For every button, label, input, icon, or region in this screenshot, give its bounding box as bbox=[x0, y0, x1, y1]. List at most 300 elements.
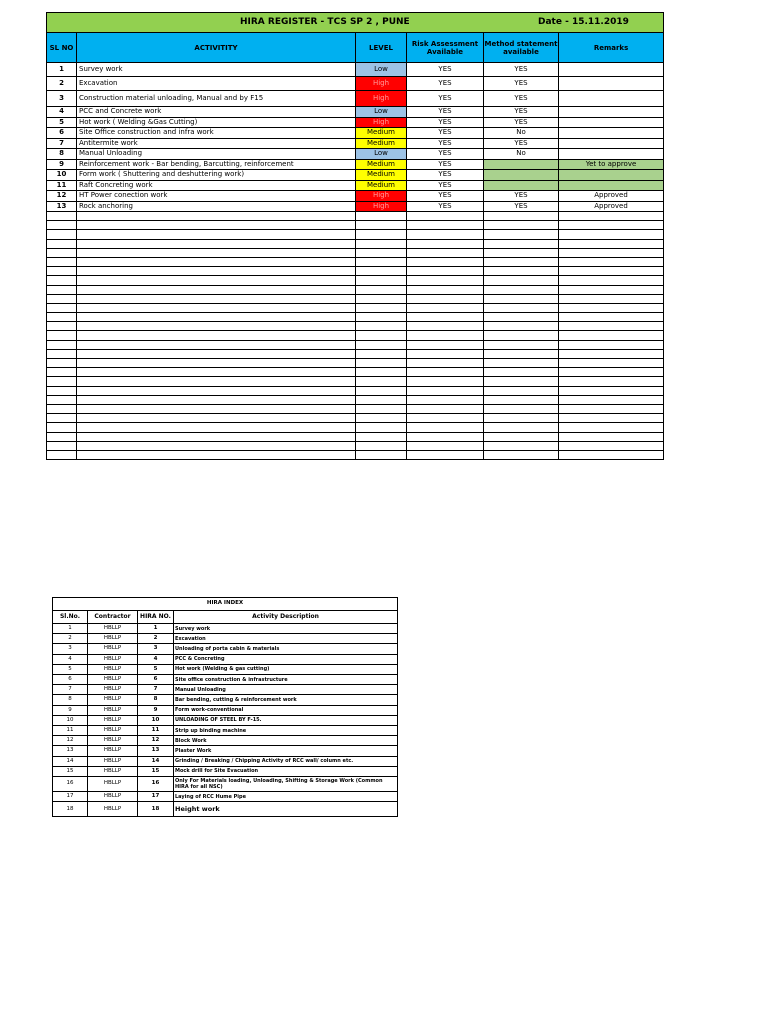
empty-row bbox=[47, 432, 664, 441]
empty-cell bbox=[407, 239, 484, 248]
row-sl-no: 2 bbox=[47, 77, 77, 91]
empty-cell bbox=[356, 303, 407, 312]
empty-cell bbox=[559, 349, 664, 358]
empty-cell bbox=[407, 368, 484, 377]
idx-header-description: Activity Description bbox=[174, 611, 398, 624]
empty-cell bbox=[407, 276, 484, 285]
empty-cell bbox=[559, 331, 664, 340]
register-title-row bbox=[47, 13, 664, 33]
row-activity: HT Power conection work bbox=[77, 191, 356, 202]
empty-cell bbox=[407, 248, 484, 257]
idx-sl-no: 7 bbox=[53, 685, 88, 695]
idx-contractor: HBLLP bbox=[88, 685, 138, 695]
row-level-badge: Medium bbox=[356, 170, 407, 181]
empty-cell bbox=[356, 377, 407, 386]
empty-cell bbox=[47, 414, 77, 423]
empty-cell bbox=[356, 267, 407, 276]
row-activity: PCC and Concrete work bbox=[77, 107, 356, 118]
hira-index-title-row bbox=[53, 598, 398, 611]
idx-contractor: HBLLP bbox=[88, 802, 138, 817]
hira-index-row bbox=[53, 792, 398, 802]
register-row bbox=[47, 170, 664, 181]
row-method-statement: YES bbox=[484, 107, 559, 118]
idx-sl-no: 8 bbox=[53, 695, 88, 705]
empty-cell bbox=[77, 322, 356, 331]
register-title: HIRA REGISTER - TCS SP 2 , PUNE bbox=[240, 17, 410, 27]
idx-hira-no: 9 bbox=[138, 705, 174, 715]
empty-cell bbox=[559, 368, 664, 377]
empty-cell bbox=[47, 313, 77, 322]
empty-row bbox=[47, 248, 664, 257]
empty-cell bbox=[356, 331, 407, 340]
empty-cell bbox=[47, 267, 77, 276]
empty-cell bbox=[47, 423, 77, 432]
empty-cell bbox=[559, 313, 664, 322]
idx-header-hira-no: HIRA NO. bbox=[138, 611, 174, 624]
empty-cell bbox=[47, 441, 77, 450]
empty-cell bbox=[559, 377, 664, 386]
empty-cell bbox=[77, 331, 356, 340]
empty-cell bbox=[77, 368, 356, 377]
empty-cell bbox=[77, 239, 356, 248]
empty-row bbox=[47, 423, 664, 432]
row-risk-assessment: YES bbox=[407, 107, 484, 118]
row-level-badge: Medium bbox=[356, 159, 407, 170]
idx-activity-description: Laying of RCC Hume Pipe bbox=[174, 792, 398, 802]
row-sl-no: 12 bbox=[47, 191, 77, 202]
empty-cell bbox=[484, 294, 559, 303]
row-remarks bbox=[559, 117, 664, 128]
empty-cell bbox=[356, 349, 407, 358]
empty-cell bbox=[356, 221, 407, 230]
empty-row bbox=[47, 257, 664, 266]
empty-cell bbox=[356, 368, 407, 377]
register-title-cell bbox=[47, 13, 664, 33]
empty-row bbox=[47, 230, 664, 239]
empty-cell bbox=[77, 294, 356, 303]
idx-activity-description: PCC & Concreting bbox=[174, 654, 398, 664]
hira-index-row bbox=[53, 736, 398, 746]
empty-cell bbox=[47, 276, 77, 285]
empty-cell bbox=[484, 377, 559, 386]
idx-contractor: HBLLP bbox=[88, 756, 138, 766]
empty-cell bbox=[484, 349, 559, 358]
empty-cell bbox=[484, 423, 559, 432]
row-level-badge: Medium bbox=[356, 180, 407, 191]
empty-cell bbox=[407, 230, 484, 239]
empty-cell bbox=[407, 322, 484, 331]
row-level-badge: Low bbox=[356, 107, 407, 118]
empty-cell bbox=[77, 386, 356, 395]
empty-cell bbox=[47, 377, 77, 386]
idx-contractor: HBLLP bbox=[88, 624, 138, 634]
row-level-badge: Low bbox=[356, 149, 407, 160]
row-remarks bbox=[559, 107, 664, 118]
register-row bbox=[47, 77, 664, 91]
hira-index-row bbox=[53, 675, 398, 685]
row-level-badge: High bbox=[356, 77, 407, 91]
idx-contractor: HBLLP bbox=[88, 664, 138, 674]
header-level: LEVEL bbox=[356, 33, 407, 63]
row-activity: Form work ( Shuttering and deshuttering work) bbox=[77, 170, 356, 181]
idx-hira-no: 12 bbox=[138, 736, 174, 746]
idx-contractor: HBLLP bbox=[88, 695, 138, 705]
hira-index-row bbox=[53, 746, 398, 756]
idx-sl-no: 15 bbox=[53, 766, 88, 776]
row-activity: Site Office construction and infra work bbox=[77, 128, 356, 139]
idx-sl-no: 5 bbox=[53, 664, 88, 674]
empty-cell bbox=[407, 313, 484, 322]
idx-sl-no: 6 bbox=[53, 675, 88, 685]
empty-cell bbox=[356, 276, 407, 285]
row-remarks bbox=[559, 128, 664, 139]
empty-cell bbox=[407, 285, 484, 294]
register-row bbox=[47, 107, 664, 118]
idx-header-sl-no: Sl.No. bbox=[53, 611, 88, 624]
row-level-badge: High bbox=[356, 91, 407, 107]
empty-cell bbox=[484, 221, 559, 230]
row-method-statement: YES bbox=[484, 191, 559, 202]
idx-activity-description: UNLOADING OF STEEL BY F-15. bbox=[174, 715, 398, 725]
hira-index-table bbox=[52, 597, 398, 817]
empty-cell bbox=[559, 294, 664, 303]
empty-cell bbox=[559, 414, 664, 423]
idx-contractor: HBLLP bbox=[88, 654, 138, 664]
idx-hira-no: 17 bbox=[138, 792, 174, 802]
empty-cell bbox=[356, 239, 407, 248]
empty-cell bbox=[356, 395, 407, 404]
empty-cell bbox=[484, 303, 559, 312]
empty-cell bbox=[356, 441, 407, 450]
row-sl-no: 13 bbox=[47, 201, 77, 212]
empty-cell bbox=[407, 349, 484, 358]
empty-cell bbox=[484, 368, 559, 377]
idx-activity-description: Excavation bbox=[174, 634, 398, 644]
empty-cell bbox=[47, 248, 77, 257]
idx-activity-description: Block Work bbox=[174, 736, 398, 746]
empty-cell bbox=[559, 441, 664, 450]
empty-cell bbox=[77, 359, 356, 368]
row-risk-assessment: YES bbox=[407, 63, 484, 77]
empty-cell bbox=[484, 230, 559, 239]
hira-index-row bbox=[53, 695, 398, 705]
row-sl-no: 4 bbox=[47, 107, 77, 118]
empty-cell bbox=[77, 267, 356, 276]
hira-index-row bbox=[53, 726, 398, 736]
empty-cell bbox=[407, 450, 484, 459]
empty-cell bbox=[77, 432, 356, 441]
idx-contractor: HBLLP bbox=[88, 777, 138, 792]
hira-index-row bbox=[53, 756, 398, 766]
row-sl-no: 5 bbox=[47, 117, 77, 128]
empty-cell bbox=[407, 267, 484, 276]
idx-sl-no: 2 bbox=[53, 634, 88, 644]
empty-cell bbox=[484, 276, 559, 285]
row-activity: Excavation bbox=[77, 77, 356, 91]
empty-cell bbox=[407, 386, 484, 395]
empty-cell bbox=[484, 386, 559, 395]
row-method-statement: YES bbox=[484, 77, 559, 91]
empty-cell bbox=[77, 340, 356, 349]
empty-cell bbox=[484, 257, 559, 266]
idx-contractor: HBLLP bbox=[88, 675, 138, 685]
empty-cell bbox=[407, 432, 484, 441]
idx-activity-description: Plaster Work bbox=[174, 746, 398, 756]
empty-cell bbox=[484, 359, 559, 368]
empty-cell bbox=[77, 349, 356, 358]
empty-cell bbox=[77, 404, 356, 413]
empty-cell bbox=[77, 414, 356, 423]
empty-row bbox=[47, 377, 664, 386]
idx-contractor: HBLLP bbox=[88, 634, 138, 644]
empty-cell bbox=[407, 257, 484, 266]
empty-cell bbox=[356, 322, 407, 331]
header-method-statement: Method statement available bbox=[484, 33, 559, 63]
idx-activity-description: Bar bending, cutting & reinforcement work bbox=[174, 695, 398, 705]
row-remarks bbox=[559, 170, 664, 181]
row-sl-no: 10 bbox=[47, 170, 77, 181]
empty-cell bbox=[559, 404, 664, 413]
row-method-statement: YES bbox=[484, 201, 559, 212]
empty-row bbox=[47, 441, 664, 450]
empty-row bbox=[47, 386, 664, 395]
register-row bbox=[47, 91, 664, 107]
empty-cell bbox=[77, 285, 356, 294]
empty-cell bbox=[407, 395, 484, 404]
empty-row bbox=[47, 285, 664, 294]
row-sl-no: 8 bbox=[47, 149, 77, 160]
row-level-badge: Low bbox=[356, 63, 407, 77]
empty-cell bbox=[356, 450, 407, 459]
empty-cell bbox=[77, 221, 356, 230]
idx-header-contractor: Contractor bbox=[88, 611, 138, 624]
row-remarks bbox=[559, 91, 664, 107]
empty-cell bbox=[484, 450, 559, 459]
row-sl-no: 6 bbox=[47, 128, 77, 139]
idx-activity-description: Manual Unloading bbox=[174, 685, 398, 695]
empty-cell bbox=[47, 239, 77, 248]
empty-cell bbox=[559, 212, 664, 221]
row-method-statement: YES bbox=[484, 63, 559, 77]
empty-cell bbox=[77, 313, 356, 322]
row-sl-no: 1 bbox=[47, 63, 77, 77]
empty-cell bbox=[559, 230, 664, 239]
empty-cell bbox=[484, 267, 559, 276]
hira-index-row bbox=[53, 802, 398, 817]
row-level-badge: High bbox=[356, 191, 407, 202]
idx-contractor: HBLLP bbox=[88, 736, 138, 746]
idx-sl-no: 13 bbox=[53, 746, 88, 756]
empty-cell bbox=[484, 441, 559, 450]
empty-cell bbox=[484, 340, 559, 349]
idx-contractor: HBLLP bbox=[88, 726, 138, 736]
empty-row bbox=[47, 359, 664, 368]
empty-cell bbox=[356, 414, 407, 423]
idx-hira-no: 4 bbox=[138, 654, 174, 664]
empty-cell bbox=[356, 359, 407, 368]
empty-cell bbox=[47, 230, 77, 239]
empty-cell bbox=[47, 349, 77, 358]
register-header-row bbox=[47, 33, 664, 63]
idx-activity-description: Strip up binding machine bbox=[174, 726, 398, 736]
row-remarks: Yet to approve bbox=[559, 159, 664, 170]
empty-cell bbox=[407, 212, 484, 221]
idx-activity-description: Unloading of porta cabin & materials bbox=[174, 644, 398, 654]
register-row bbox=[47, 180, 664, 191]
idx-hira-no: 14 bbox=[138, 756, 174, 766]
row-remarks bbox=[559, 77, 664, 91]
empty-row bbox=[47, 395, 664, 404]
empty-row bbox=[47, 368, 664, 377]
row-method-statement: YES bbox=[484, 117, 559, 128]
empty-cell bbox=[407, 340, 484, 349]
hira-index-row bbox=[53, 634, 398, 644]
register-row bbox=[47, 191, 664, 202]
empty-cell bbox=[484, 414, 559, 423]
empty-cell bbox=[47, 450, 77, 459]
register-row bbox=[47, 149, 664, 160]
empty-cell bbox=[559, 395, 664, 404]
idx-contractor: HBLLP bbox=[88, 766, 138, 776]
idx-activity-description: Grinding / Breaking / Chipping Activity of RCC wall/ column etc. bbox=[174, 756, 398, 766]
empty-cell bbox=[47, 285, 77, 294]
hira-index-row bbox=[53, 715, 398, 725]
empty-cell bbox=[559, 322, 664, 331]
empty-cell bbox=[559, 386, 664, 395]
empty-cell bbox=[407, 441, 484, 450]
row-activity: Hot work ( Welding &Gas Cutting) bbox=[77, 117, 356, 128]
empty-cell bbox=[77, 212, 356, 221]
idx-activity-description: Mock drill for Site Evacuation bbox=[174, 766, 398, 776]
row-activity: Raft Concreting work bbox=[77, 180, 356, 191]
row-risk-assessment: YES bbox=[407, 201, 484, 212]
hira-index-row bbox=[53, 705, 398, 715]
empty-row bbox=[47, 340, 664, 349]
empty-cell bbox=[356, 212, 407, 221]
register-row bbox=[47, 128, 664, 139]
idx-sl-no: 9 bbox=[53, 705, 88, 715]
header-risk-assessment: Risk Assessment Available bbox=[407, 33, 484, 63]
row-activity: Reinforcement work - Bar bending, Barcutting, reinforcement bbox=[77, 159, 356, 170]
empty-cell bbox=[77, 303, 356, 312]
empty-cell bbox=[47, 331, 77, 340]
empty-cell bbox=[47, 221, 77, 230]
empty-cell bbox=[356, 248, 407, 257]
empty-row bbox=[47, 349, 664, 358]
empty-cell bbox=[47, 322, 77, 331]
empty-cell bbox=[484, 322, 559, 331]
idx-hira-no: 11 bbox=[138, 726, 174, 736]
empty-cell bbox=[559, 276, 664, 285]
idx-activity-description: Only For Materials loading, Unloading, Shifting & Storage Work (Common HIRA for all NSC) bbox=[174, 777, 398, 792]
idx-activity-description: Site office construction & infrastructure bbox=[174, 675, 398, 685]
idx-sl-no: 16 bbox=[53, 777, 88, 792]
row-method-statement: No bbox=[484, 149, 559, 160]
idx-sl-no: 12 bbox=[53, 736, 88, 746]
empty-row bbox=[47, 239, 664, 248]
idx-hira-no: 3 bbox=[138, 644, 174, 654]
empty-cell bbox=[356, 230, 407, 239]
idx-hira-no: 10 bbox=[138, 715, 174, 725]
idx-activity-description: Survey work bbox=[174, 624, 398, 634]
idx-sl-no: 14 bbox=[53, 756, 88, 766]
row-method-statement bbox=[484, 170, 559, 181]
empty-cell bbox=[77, 450, 356, 459]
hira-index-row bbox=[53, 654, 398, 664]
row-method-statement bbox=[484, 180, 559, 191]
empty-cell bbox=[484, 212, 559, 221]
empty-cell bbox=[407, 404, 484, 413]
idx-sl-no: 4 bbox=[53, 654, 88, 664]
idx-hira-no: 16 bbox=[138, 777, 174, 792]
empty-cell bbox=[559, 257, 664, 266]
idx-hira-no: 2 bbox=[138, 634, 174, 644]
idx-hira-no: 7 bbox=[138, 685, 174, 695]
idx-hira-no: 8 bbox=[138, 695, 174, 705]
row-activity: Antitermite work bbox=[77, 138, 356, 149]
idx-hira-no: 6 bbox=[138, 675, 174, 685]
empty-cell bbox=[407, 423, 484, 432]
idx-contractor: HBLLP bbox=[88, 792, 138, 802]
idx-activity-description: Height work bbox=[174, 802, 398, 817]
empty-cell bbox=[484, 313, 559, 322]
register-row bbox=[47, 117, 664, 128]
empty-cell bbox=[484, 395, 559, 404]
empty-cell bbox=[484, 432, 559, 441]
empty-cell bbox=[77, 276, 356, 285]
row-sl-no: 3 bbox=[47, 91, 77, 107]
empty-row bbox=[47, 331, 664, 340]
empty-cell bbox=[47, 368, 77, 377]
header-remarks: Remarks bbox=[559, 33, 664, 63]
row-method-statement: YES bbox=[484, 138, 559, 149]
empty-cell bbox=[356, 386, 407, 395]
header-activity: ACTIVITITY bbox=[77, 33, 356, 63]
empty-cell bbox=[356, 285, 407, 294]
empty-cell bbox=[356, 294, 407, 303]
register-row bbox=[47, 138, 664, 149]
hira-index-row bbox=[53, 624, 398, 634]
empty-cell bbox=[559, 239, 664, 248]
idx-sl-no: 3 bbox=[53, 644, 88, 654]
empty-cell bbox=[47, 212, 77, 221]
register-row bbox=[47, 201, 664, 212]
empty-cell bbox=[47, 294, 77, 303]
hira-index-row bbox=[53, 766, 398, 776]
empty-cell bbox=[407, 414, 484, 423]
hira-index-row bbox=[53, 685, 398, 695]
idx-sl-no: 11 bbox=[53, 726, 88, 736]
register-row bbox=[47, 63, 664, 77]
empty-row bbox=[47, 276, 664, 285]
empty-row bbox=[47, 267, 664, 276]
empty-cell bbox=[559, 340, 664, 349]
empty-cell bbox=[47, 404, 77, 413]
hira-index-header-row bbox=[53, 611, 398, 624]
idx-hira-no: 15 bbox=[138, 766, 174, 776]
row-risk-assessment: YES bbox=[407, 180, 484, 191]
empty-cell bbox=[559, 359, 664, 368]
hira-register-table bbox=[46, 12, 664, 460]
empty-row bbox=[47, 294, 664, 303]
empty-cell bbox=[559, 423, 664, 432]
empty-cell bbox=[407, 294, 484, 303]
header-sl-no: SL NO bbox=[47, 33, 77, 63]
row-remarks bbox=[559, 149, 664, 160]
empty-cell bbox=[484, 239, 559, 248]
empty-cell bbox=[47, 340, 77, 349]
idx-hira-no: 13 bbox=[138, 746, 174, 756]
